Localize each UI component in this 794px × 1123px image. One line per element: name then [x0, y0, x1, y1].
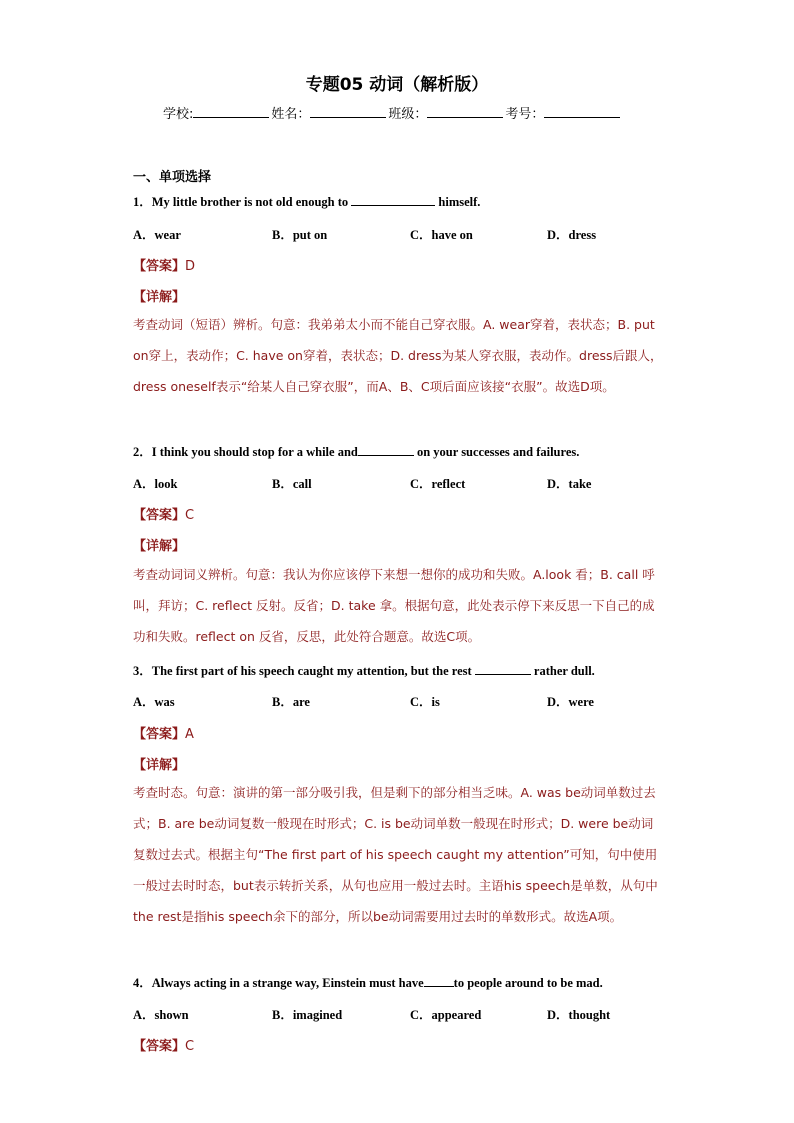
option-b: B．imagined	[272, 1008, 343, 1022]
option-c: C．is	[410, 695, 440, 709]
explanation-text: 考查动词词义辨析。句意：我认为你应该停下来想一想你的成功和失败。A.look 看；B. call 呼叫，拜访；C. reflect 反射。反省；D. take 拿。根据句意，此处表示停下来反思一下自己的成功和失败。reflect on 反省，反思，此处符合题意。故选C项。	[133, 567, 655, 644]
explanation-tag: 【详解】	[133, 290, 186, 305]
option-a: A．shown	[133, 1008, 189, 1022]
name-blank[interactable]	[310, 105, 386, 118]
answer-blank	[351, 195, 435, 206]
number-blank[interactable]	[544, 105, 620, 118]
stem-text: 3．The first part of his speech caught my attention, but the rest	[133, 664, 475, 678]
explanation-text: 考查动词（短语）辨析。句意：我弟弟太小而不能自己穿衣服。A. wear穿着，表状态；B. put on穿上，表动作；C. have on穿着，表状态；D. dress为某人穿衣服，表动作。dress后跟人，dress oneself表示“给某人自己穿衣服”，而A、B、C项后面应该接“衣服”。故选D项。	[133, 317, 663, 394]
answer-value: C	[185, 508, 195, 523]
name-label: 姓名：	[271, 107, 311, 122]
stem-text: 4．Always acting in a strange way, Einstein must have	[133, 976, 424, 990]
option-d: D．take	[547, 477, 592, 491]
question-stem	[133, 973, 603, 991]
option-d: D．dress	[547, 228, 597, 242]
answer-line	[133, 1035, 194, 1054]
stem-text: 1．My little brother is not old enough to	[133, 195, 352, 209]
option-a: A．wear	[133, 228, 181, 242]
option-a: A．look	[133, 477, 178, 491]
option-c: C．have on	[410, 228, 473, 242]
answer-tag: 【答案】	[133, 1039, 186, 1054]
school-label: 学校:	[163, 107, 194, 122]
number-label: 考号：	[505, 107, 545, 122]
question-stem	[133, 192, 480, 210]
stem-text: 2．I think you should stop for a while and	[133, 445, 358, 459]
option-b: B．are	[272, 695, 310, 709]
option-a: A．was	[133, 695, 175, 709]
answer-blank	[424, 976, 454, 987]
explanation-tag: 【详解】	[133, 758, 186, 773]
answer-value: A	[185, 727, 194, 742]
answer-tag: 【答案】	[133, 508, 186, 523]
question-stem	[133, 661, 595, 679]
page-title: 专题05 动词（解析版）	[305, 75, 489, 95]
answer-line	[133, 723, 194, 742]
option-c: C．reflect	[410, 477, 466, 491]
school-blank[interactable]	[193, 105, 269, 118]
explanation-text: 考查时态。句意：演讲的第一部分吸引我，但是剩下的部分相当乏味。A. was be动词单数过去式；B. are be动词复数一般现在时形式；C. is be动词单数一般现在时形式；D. were be动词复数过去式。根据主句“The first part of his speech caught my attention”可知，句中使用一般过去时时态，but表示转折关系，从句也应用一般过去时。主语his speech是单数，从句中the rest是指his speech余下的部分，所以be动词需要用过去时的单数形式。故选A项。	[133, 785, 658, 924]
answer-value: D	[185, 259, 196, 274]
option-d: D．thought	[547, 1008, 611, 1022]
stem-text: rather dull.	[530, 664, 595, 678]
answer-blank	[475, 664, 531, 675]
stem-text: himself.	[435, 195, 481, 209]
student-info-line	[163, 103, 622, 122]
option-b: B．call	[272, 477, 312, 491]
question-stem	[133, 442, 579, 460]
answer-tag: 【答案】	[133, 727, 186, 742]
class-label: 班级：	[388, 107, 428, 122]
class-blank[interactable]	[427, 105, 503, 118]
explanation-tag: 【详解】	[133, 539, 186, 554]
answer-line	[133, 504, 194, 523]
answer-tag: 【答案】	[133, 259, 186, 274]
answer-value: C	[185, 1039, 195, 1054]
option-b: B．put on	[272, 228, 328, 242]
option-d: D．were	[547, 695, 594, 709]
option-c: C．appeared	[410, 1008, 482, 1022]
answer-line	[133, 255, 195, 274]
stem-text: on your successes and failures.	[413, 445, 580, 459]
section-heading: 一、单项选择	[133, 170, 212, 185]
answer-blank	[358, 445, 414, 456]
stem-text: to people around to be mad.	[453, 976, 603, 990]
